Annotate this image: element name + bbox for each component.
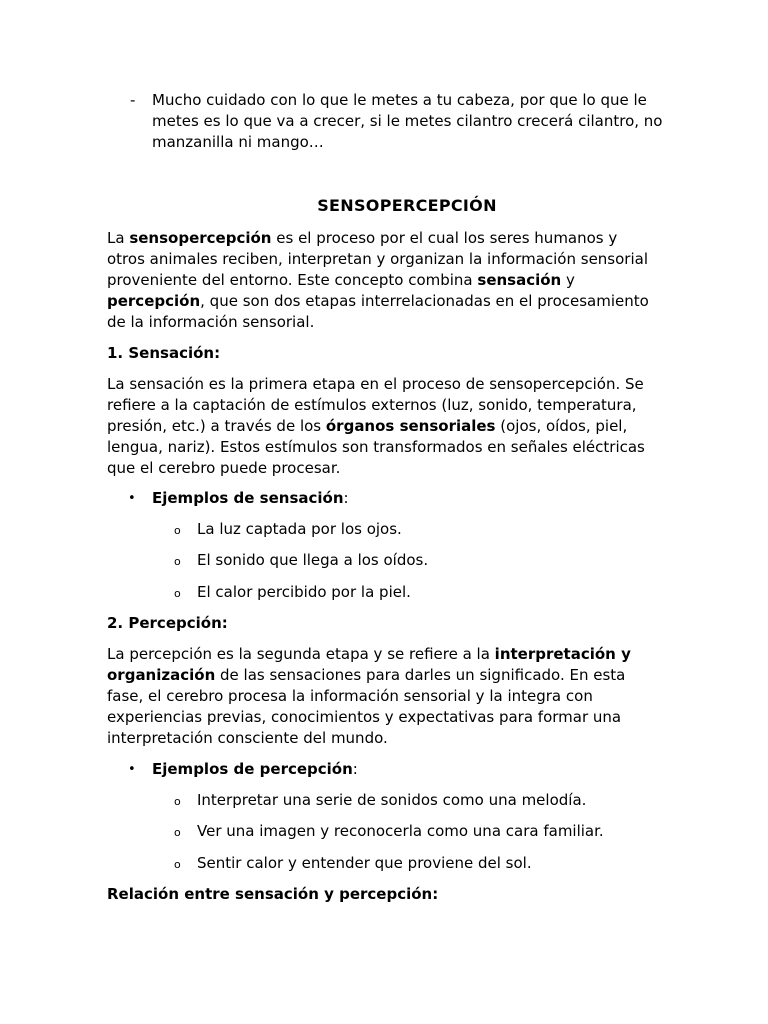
section1-example-1: La luz captada por los ojos. — [197, 520, 402, 538]
section1-text-1: La sensación es la primera etapa en el proceso de sensopercepción. Se refiere a la captación de estímulos externos (luz, sonido, temperatura, presión, etc.) a través de los — [107, 375, 644, 435]
section1-example-3: El calor percibido por la piel. — [197, 583, 411, 601]
section1-text-2: (ojos, oídos, piel, lengua, nariz). Estos estímulos son transformados en señales eléctricas que el cerebro puede procesar. — [107, 417, 645, 477]
section2-paragraph — [107, 644, 657, 749]
sub-bullet-marker: o — [174, 858, 181, 871]
section1-heading: 1. Sensación: — [107, 344, 221, 362]
sub-bullet-marker: o — [174, 524, 181, 537]
intro-paragraph — [107, 228, 657, 333]
intro-dash-text: Mucho cuidado con lo que le metes a tu cabeza, por que lo que le metes es lo que va a crecer, si le metes cilantro crecerá cilantro, no manzanilla ni mango… — [152, 91, 663, 151]
section2-bullet-label: Ejemplos de percepción — [152, 760, 353, 778]
section2-heading: 2. Percepción: — [107, 614, 228, 632]
section1-bullet-label: Ejemplos de sensación — [152, 489, 344, 507]
section2-text-1: La percepción es la segunda etapa y se refiere a la — [107, 645, 495, 663]
intro-bold-percepcion: percepción — [107, 292, 201, 310]
section1-bold-organos: órganos sensoriales — [325, 417, 496, 435]
intro-bold-sensopercepcion: sensopercepción — [129, 229, 272, 247]
sub-bullet-marker: o — [174, 795, 181, 808]
document-title: SENSOPERCEPCIÓN — [317, 196, 497, 215]
intro-text-3: y — [561, 271, 575, 289]
sub-bullet-marker: o — [174, 826, 181, 839]
section2-bold-interpretacion: interpretación y organización — [107, 645, 631, 684]
sub-bullet-marker: o — [174, 555, 181, 568]
dash-marker: - — [130, 91, 136, 109]
sub-bullet-marker: o — [174, 587, 181, 600]
bullet-marker: • — [128, 762, 136, 777]
section1-paragraph — [107, 374, 657, 479]
intro-bold-sensacion: sensación — [477, 271, 562, 289]
intro-text-1: La — [107, 229, 130, 247]
section2-example-2: Ver una imagen y reconocerla como una cara familiar. — [197, 822, 604, 840]
section2-text-2: de las sensaciones para darles un significado. En esta fase, el cerebro procesa la información sensorial y la integra con experiencias previas, conocimientos y expectativas para formar una interpretación consciente del mundo. — [107, 666, 626, 747]
section1-example-2: El sonido que llega a los oídos. — [197, 551, 429, 569]
intro-text-4: , que son dos etapas interrelacionadas en el procesamiento de la información sensorial. — [107, 292, 649, 331]
section3-heading: Relación entre sensación y percepción: — [107, 885, 439, 903]
section2-example-3: Sentir calor y entender que proviene del sol. — [197, 854, 532, 872]
intro-text-2: es el proceso por el cual los seres humanos y otros animales reciben, interpretan y organizan la información sensorial proveniente del entorno. Este concepto combina — [107, 229, 648, 289]
bullet-colon: : — [343, 489, 349, 507]
bullet-colon: : — [352, 760, 358, 778]
section2-example-1: Interpretar una serie de sonidos como una melodía. — [197, 791, 587, 809]
bullet-marker: • — [128, 491, 136, 506]
